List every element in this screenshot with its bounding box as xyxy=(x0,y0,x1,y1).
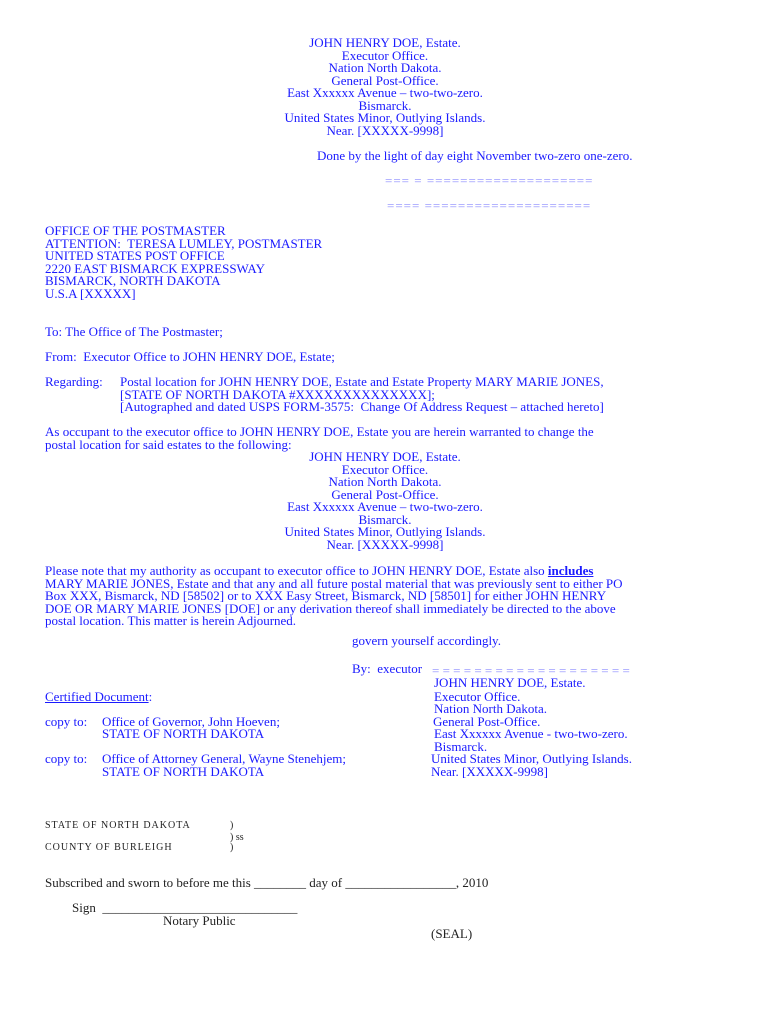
address-line: Nation North Dakota. xyxy=(328,474,442,489)
from-line: From: Executor Office to JOHN HENRY DOE, Estate; xyxy=(45,349,335,364)
header-line: Near. [XXXXX-9998] xyxy=(326,123,444,138)
copy-recipient: Office of Attorney General, Wayne Stenehjem; xyxy=(102,751,346,766)
notary-public-label: Notary Public xyxy=(163,913,236,928)
includes-emphasis: includes xyxy=(547,563,594,578)
executor-signature-line: = = = = = = = = = = = = = = = = = = = xyxy=(432,663,630,678)
venue-ss: ) ss xyxy=(230,832,244,843)
copy-recipient: STATE OF NORTH DAKOTA xyxy=(102,726,265,741)
signer-line: Executor Office. xyxy=(434,689,521,704)
signer-line: East Xxxxxx Avenue - two-two-zero. xyxy=(434,726,628,741)
note-line: postal location. This matter is herein Adjourned. xyxy=(45,613,297,628)
address-line: Executor Office. xyxy=(341,462,429,477)
signer-line: Nation North Dakota. xyxy=(434,701,548,716)
date-line: Done by the light of day eight November two-zero one-zero. xyxy=(317,148,633,163)
signer-line: Bismarck. xyxy=(434,739,488,754)
copy-to-label: copy to: xyxy=(45,714,88,729)
recipient-line: OFFICE OF THE POSTMASTER xyxy=(45,223,226,238)
signer-line: General Post-Office. xyxy=(433,714,541,729)
address-line: Near. [XXXXX-9998] xyxy=(326,537,444,552)
note-line: Box XXX, Bismarck, ND [58502] or to XXX Easy Street, Bismarck, ND [58501] for either JOHN HENRY xyxy=(45,588,607,603)
occupant-text: postal location for said estates to the following: xyxy=(45,437,292,452)
header-line: United States Minor, Outlying Islands. xyxy=(284,110,486,125)
signer-line: JOHN HENRY DOE, Estate. xyxy=(434,675,586,690)
to-line: To: The Office of The Postmaster; xyxy=(45,324,223,339)
recipient-line: 2220 EAST BISMARCK EXPRESSWAY xyxy=(45,261,265,276)
address-line: United States Minor, Outlying Islands. xyxy=(284,524,486,539)
address-line: General Post-Office. xyxy=(331,487,439,502)
copy-recipient: Office of Governor, John Hoeven; xyxy=(102,714,280,729)
certified-document: Certified Document: xyxy=(45,689,153,704)
copy-recipient: STATE OF NORTH DAKOTA xyxy=(102,764,265,779)
regarding-line: [STATE OF NORTH DAKOTA #XXXXXXXXXXXXXX]; xyxy=(120,387,435,402)
recipient-line: ATTENTION: TERESA LUMLEY, POSTMASTER xyxy=(45,236,323,251)
address-line: East Xxxxxx Avenue – two-two-zero. xyxy=(287,499,483,514)
header-line: Bismarck. xyxy=(358,98,412,113)
recipient-line: BISMARCK, NORTH DAKOTA xyxy=(45,273,221,288)
note-line: DOE OR MARY MARIE JONES [DOE] or any derivation thereof shall immediately be directed to the above xyxy=(45,601,616,616)
header-line: East Xxxxxx Avenue – two-two-zero. xyxy=(287,85,483,100)
address-line: JOHN HENRY DOE, Estate. xyxy=(309,449,461,464)
copy-to-label: copy to: xyxy=(45,751,88,766)
header-line: Nation North Dakota. xyxy=(328,60,442,75)
signature-line: === = ==================== xyxy=(385,173,594,188)
signature-line: ==== ==================== xyxy=(387,198,592,213)
note-line: MARY MARIE JONES, Estate and that any and all future postal material that was previously sent to either PO xyxy=(45,576,623,591)
signer-line: United States Minor, Outlying Islands. xyxy=(431,751,632,766)
venue-state: STATE OF NORTH DAKOTA xyxy=(45,820,191,831)
seal-label: (SEAL) xyxy=(431,926,473,941)
certified-link: Certified Document xyxy=(45,689,149,704)
govern-line: govern yourself accordingly. xyxy=(352,633,501,648)
regarding-line: Postal location for JOHN HENRY DOE, Estate and Estate Property MARY MARIE JONES, xyxy=(120,374,604,389)
notary-sign-line: Sign ______________________________ xyxy=(72,900,298,915)
regarding-line: [Autographed and dated USPS FORM-3575: Change Of Address Request – attached hereto] xyxy=(120,399,604,414)
sworn-statement: Subscribed and sworn to before me this ________ day of _________________, 2010 xyxy=(45,875,489,890)
note-text: Please note that my authority as occupant to executor office to JOHN HENRY DOE, Estate also xyxy=(45,563,548,578)
header-line: JOHN HENRY DOE, Estate. xyxy=(309,35,461,50)
venue-county: COUNTY OF BURLEIGH xyxy=(45,842,173,853)
occupant-text: As occupant to the executor office to JOHN HENRY DOE, Estate you are herein warranted to change the xyxy=(45,424,594,439)
signer-line: Near. [XXXXX-9998] xyxy=(431,764,548,779)
address-line: Bismarck. xyxy=(358,512,412,527)
recipient-line: U.S.A [XXXXX] xyxy=(45,286,136,301)
by-label: By: executor xyxy=(352,661,423,676)
recipient-line: UNITED STATES POST OFFICE xyxy=(45,248,225,263)
venue-bracket: ) xyxy=(230,842,235,853)
header-line: General Post-Office. xyxy=(331,73,439,88)
header-line: Executor Office. xyxy=(341,48,429,63)
regarding-label: Regarding: xyxy=(45,374,103,389)
venue-bracket: ) xyxy=(230,820,235,831)
